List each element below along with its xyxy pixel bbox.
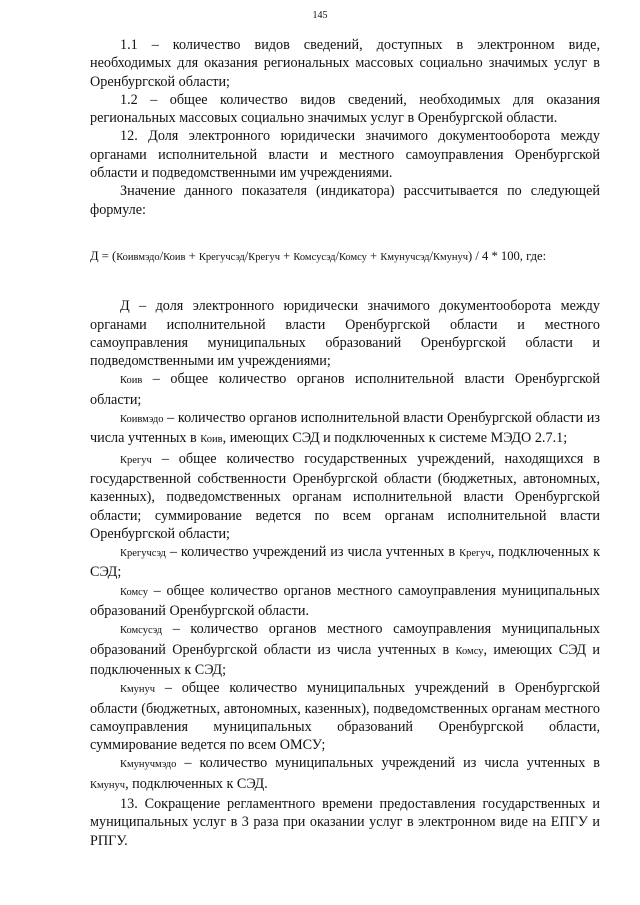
formula-t3-num: Комсусэд [293,251,336,263]
definition-komsused [90,620,600,679]
formula-lead: Д = ( [90,248,117,263]
formula-plus-1: + [185,248,199,263]
formula-t4-den: Кмунуч [432,251,469,263]
page-number: 145 [312,10,328,21]
definition-kmunuchmedo-tail: , подключенных к СЭД. [125,775,268,792]
formula-t4-num: Кмунучсэд [380,251,430,263]
var-koiv: Коив [120,375,143,387]
paragraph-13: 13. Сокращение регламентного времени предоставления государственных и муниципальных услуг в 3 раза при оказании услуг в электронном виде на ЕПГУ и РПГУ. [90,795,600,849]
definition-kmunuchmedo [90,754,600,795]
var-kreguch: Крегуч [120,454,152,466]
paragraph-12: 12. Доля электронного юридически значимого документооборота между органами исполнительной власти и местного самоуправления Оренбургской области и подведомственными им учреждениями. [90,128,600,182]
definition-komsused-text: – количество органов местного самоуправления муниципальных образований Оренбургской области из числа учтенных в [90,621,600,658]
definition-kreguchsed-text: – количество учреждений из числа учтенных в [165,544,460,561]
formula-t2-num: Крегучсэд [198,251,245,263]
ref-koiv: Коив [200,434,223,446]
formula-tail: ) / 4 * 100, где: [468,248,547,263]
definition-kmunuch [90,679,600,754]
formula-plus-2: + [280,248,294,263]
definition-koivmedo-text: – количество органов исполнительной власти Оренбургской области из числа учтенных в [90,410,600,447]
definition-komsu [90,582,600,621]
formula: Д = (Коивмэдо/Коив + Крегучсэд/Крегуч + Комсусэд/Комсу + Кмунучсэд/Кмунуч) / 4 * 100, где: [90,248,547,263]
ref-komsu: Комсу [455,645,484,657]
definition-kmunuch-text: – общее количество муниципальных учреждений в Оренбургской области (бюджетных, автономных, казенных), подведомственных органам местного самоуправления муниципальных образований Оренбургской области, суммирование ведется по всем ОМСУ; [90,680,600,754]
definition-koivmedo-tail: , имеющих СЭД и подключенных к системе МЭДО 2.7.1; [222,430,568,447]
var-komsused: Комсусэд [120,625,163,637]
definition-kmunuchmedo-text: – количество муниципальных учреждений из числа учтенных в [176,755,600,772]
definition-koivmedo [90,409,600,450]
formula-plus-3: + [366,248,381,263]
document-body [90,36,600,850]
formula-t2-den: Крегуч [248,251,280,263]
formula-t3-den: Комсу [338,251,367,263]
paragraph-formula-intro: Значение данного показателя (индикатора) рассчитывается по следующей формуле: [90,183,600,218]
ref-kreguch: Крегуч [459,548,491,560]
paragraph-1-1: 1.1 – количество видов сведений, доступных в электронном виде, необходимых для оказания региональных массовых социально значимых услуг в Оренбургской области; [90,37,600,90]
definition-kreguch-text: – общее количество государственных учреждений, находящихся в государственной собственности Оренбургской области (бюджетных, автономных, казенных), подведомственных органам исполнительной власти Оренбургской области; суммирование ведется по всем органам исполнительной власти Оренбургской области; [90,450,600,542]
ref-kmunuch: Кмунуч [90,779,126,791]
definition-kreguchsed-tail: , подключенных к СЭД; [90,544,600,581]
definition-d: Д – доля электронного юридически значимого документооборота между органами исполнительной власти Оренбургской области и местного самоуправления муниципальных образований Оренбургской области и подведомственными им учреждениями; [90,298,600,370]
formula-t1-num: Коивмэдо [116,251,160,263]
definition-komsu-text: – общее количество органов местного самоуправления муниципальных образований Оренбургской области. [90,582,600,620]
var-koivmedo: Коивмэдо [120,414,164,426]
definition-komsused-tail: , имеющих СЭД и подключенных к СЭД; [90,641,600,678]
var-kmunuchmedo: Кмунучмэдо [120,759,177,771]
var-kreguchsed: Крегучсэд [120,548,166,560]
var-kmunuch: Кмунуч [120,684,156,696]
definition-koiv-text: – общее количество органов исполнительной власти Оренбургской области; [90,371,600,408]
paragraph-1-2: 1.2 – общее количество видов сведений, необходимых для оказания региональных массовых социально значимых услуг в Оренбургской области. [90,91,600,127]
definition-kreguchsed [90,543,600,582]
definition-koiv [90,370,600,409]
var-komsu: Комсу [120,586,148,598]
formula-t1-den: Коив [163,251,186,263]
definition-kreguch [90,450,600,543]
